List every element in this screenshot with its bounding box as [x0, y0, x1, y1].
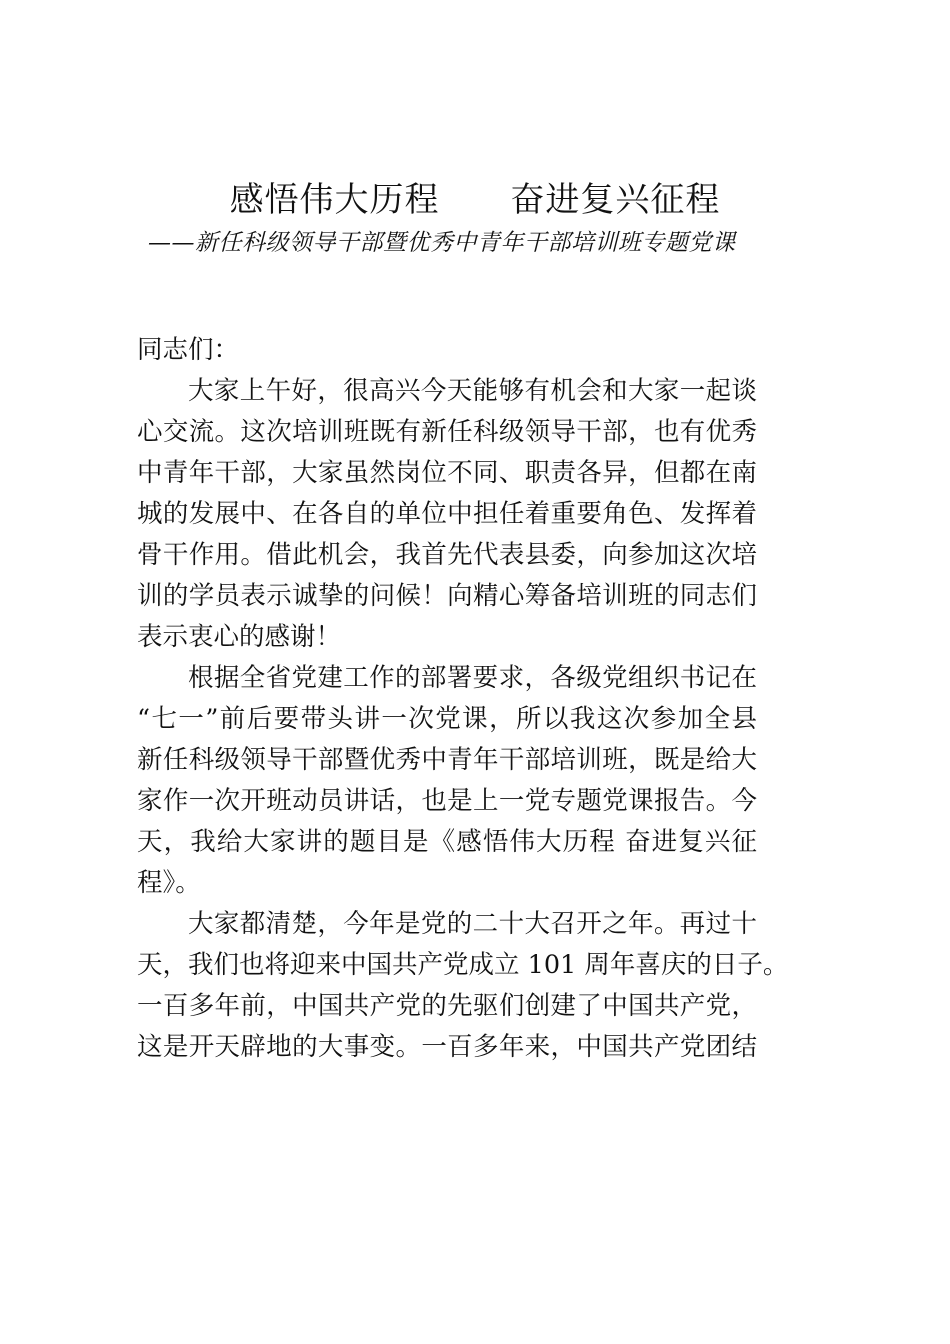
paragraph-line: 骨干作用。借此机会，我首先代表县委，向参加这次培	[137, 540, 757, 570]
paragraph-line: “七一”前后要带头讲一次党课，所以我这次参加全县	[137, 704, 757, 734]
paragraph-line: 中青年干部，大家虽然岗位不同、职责各异，但都在南	[137, 458, 757, 488]
paragraph-1	[137, 371, 757, 658]
paragraph-line: 这是开天辟地的大事变。一百多年来，中国共产党团结	[137, 1032, 757, 1062]
paragraph-line: 训的学员表示诚挚的问候！向精心筹备培训班的同志们	[137, 581, 757, 611]
paragraph-line: 心交流。这次培训班既有新任科级领导干部，也有优秀	[137, 417, 757, 447]
paragraph-2	[137, 658, 757, 904]
paragraph-3	[137, 904, 789, 1068]
paragraph-line: 新任科级领导干部暨优秀中青年干部培训班，既是给大	[137, 745, 757, 775]
paragraph-line: 天，我给大家讲的题目是《感悟伟大历程 奋进复兴征	[137, 827, 757, 857]
document-title: 感悟伟大历程 奋进复兴征程	[229, 180, 721, 220]
salutation: 同志们：	[137, 335, 240, 365]
paragraph-line: 大家上午好，很高兴今天能够有机会和大家一起谈	[188, 376, 757, 406]
paragraph-line: 天，我们也将迎来中国共产党成立 101 周年喜庆的日子。	[137, 950, 789, 980]
document-body	[137, 330, 789, 1068]
paragraph-line: 一百多年前，中国共产党的先驱们创建了中国共产党，	[137, 991, 757, 1021]
paragraph-line: 表示衷心的感谢！	[137, 622, 342, 652]
paragraph-line: 程》。	[137, 868, 201, 898]
paragraph-line: 城的发展中、在各自的单位中担任着重要角色、发挥着	[137, 499, 757, 529]
document-subtitle: ——新任科级领导干部暨优秀中青年干部培训班专题党课	[148, 230, 736, 256]
paragraph-line: 大家都清楚，今年是党的二十大召开之年。再过十	[188, 909, 757, 939]
paragraph-line: 根据全省党建工作的部署要求，各级党组织书记在	[188, 663, 757, 693]
paragraph-line: 家作一次开班动员讲话，也是上一党专题党课报告。今	[137, 786, 757, 816]
